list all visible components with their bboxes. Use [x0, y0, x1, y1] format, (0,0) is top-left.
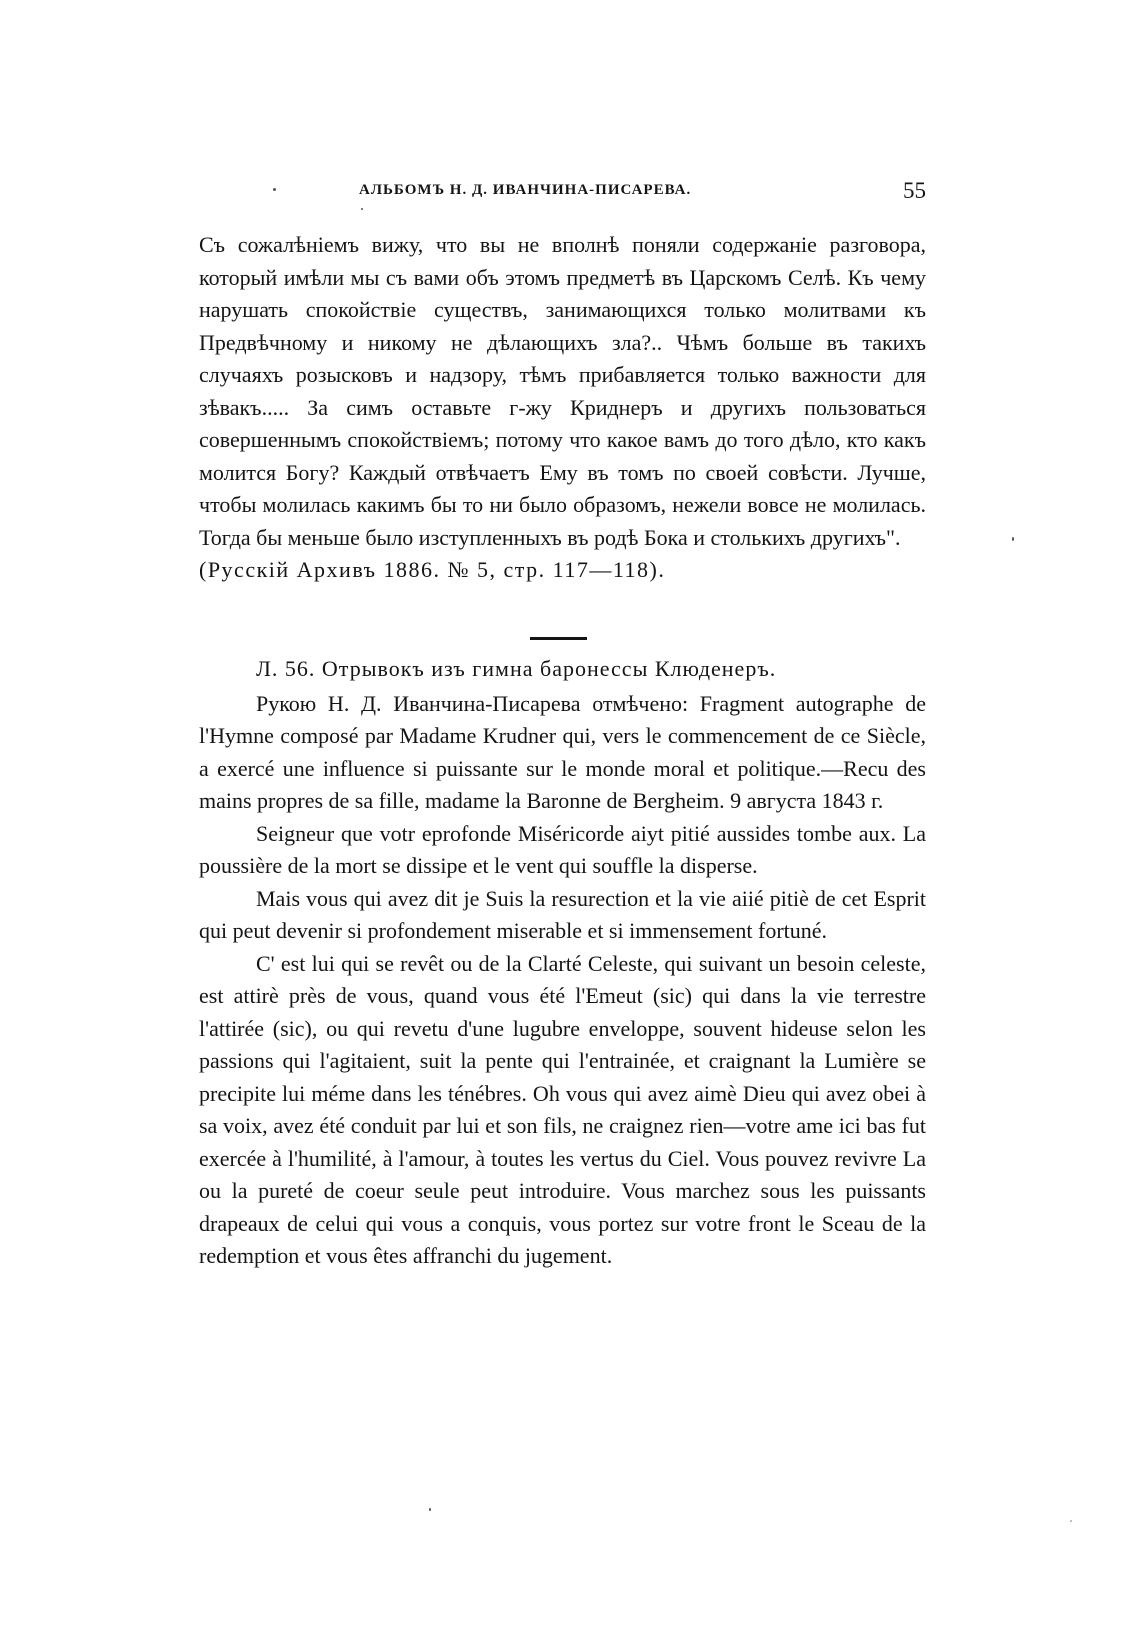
hymn-paragraph-1: Seigneur que votr eprofonde Miséricorde aiyt pitié aussides tombe aux. La poussière de la mort se dissipe et le vent qui souffle la disperse.: [199, 820, 926, 878]
hymn-paragraph-3: C' est lui qui se revêt ou de la Clarté Celeste, qui suivant un besoin celeste, est attirè près de vous, quand vous été l'Emeut (sic) qui dans la vie terrestre l'attirée (sic), ou qui revetu d'une lugubre enveloppe, souvent hideuse selon les passions qui l'agitaient, suit la pente qui l'entrainée, et craignant la Lumière se precipite lui méme dans les ténébres. Oh vous qui avez aimè Dieu qui avez obei à sa voix, avez été conduit par lui et son fils, ne craignez rien—votre ame ici bas fut exercée à l'humilité, à l'amour, à toutes les vertus du Ciel. Vous pouvez revivre La ou la pureté de coeur seule peut introduire. Vous marchez sous les puissants drapeaux de celui qui vous a conquis, vous portez sur votre front le Sceau de la redemption et vous êtes affranchi du jugement.: [199, 950, 926, 1268]
scan-speck: [361, 208, 363, 210]
scan-speck: [273, 188, 276, 191]
letter-text: Съ сожалѣніемъ вижу, что вы не вполнѣ поняли содержаніе разговора, который имѣли мы съ вами объ этомъ предметѣ въ Царскомъ Селѣ. Къ чему нарушать спокойствіе существъ, занимающихся только молитвами къ Предвѣчному и никому не дѣлающихъ зла?.. Чѣмъ больше въ такихъ случаяхъ розысковъ и надзору, тѣмъ прибавляется только важности для зѣвакъ..... За симъ оставьте г-жу Криднеръ и другихъ пользоваться совершеннымъ спокойствіемъ; потому что какое вамъ до того дѣло, кто какъ молится Богу? Каждый отвѣчаетъ Ему въ томъ по своей совѣсти. Лучше, чтобы молилась какимъ бы то ни было образомъ, нежели вовсе не молилась. Тогда бы меньше было изступленныхъ въ родѣ Бока и столькихъ другихъ".: [199, 232, 926, 550]
album-entry: [199, 653, 926, 1273]
letter-paragraph: [199, 229, 926, 587]
running-head: [199, 178, 926, 206]
scan-speck: [1070, 1520, 1072, 1522]
entry-note: Рукою Н. Д. Иванчина-Писарева отмѣчено: Fragment autographe de l'Hymne composé par Madame Krudner qui, vers le commencement de ce Siècle, a exercé une influence si puissante sur le monde moral et politique.—Recu des mains propres de sa fille, madame la Baronne de Bergheim. 9 августа 1843 г.: [199, 690, 926, 813]
scan-speck: [1012, 537, 1014, 541]
source-citation: (Русскій Архивъ 1886. № 5, стр. 117—118).: [199, 557, 666, 582]
header-title: АЛЬБОМЪ Н. Д. ИВАНЧИНА-ПИСАРЕВА.: [359, 182, 692, 198]
entry-heading: Л. 56. Отрывокъ изъ гимна баронессы Клюденеръ.: [256, 656, 777, 681]
page-number: 55: [903, 178, 926, 203]
hymn-paragraph-2: Mais vous qui avez dit je Suis la resurection et la vie aiié pitiè de cet Esprit qui peut devenir si profondement miserable et si immensement fortuné.: [199, 885, 926, 943]
letter-quote: [199, 229, 926, 587]
section-divider: [530, 637, 587, 640]
scan-speck: [429, 1508, 431, 1511]
